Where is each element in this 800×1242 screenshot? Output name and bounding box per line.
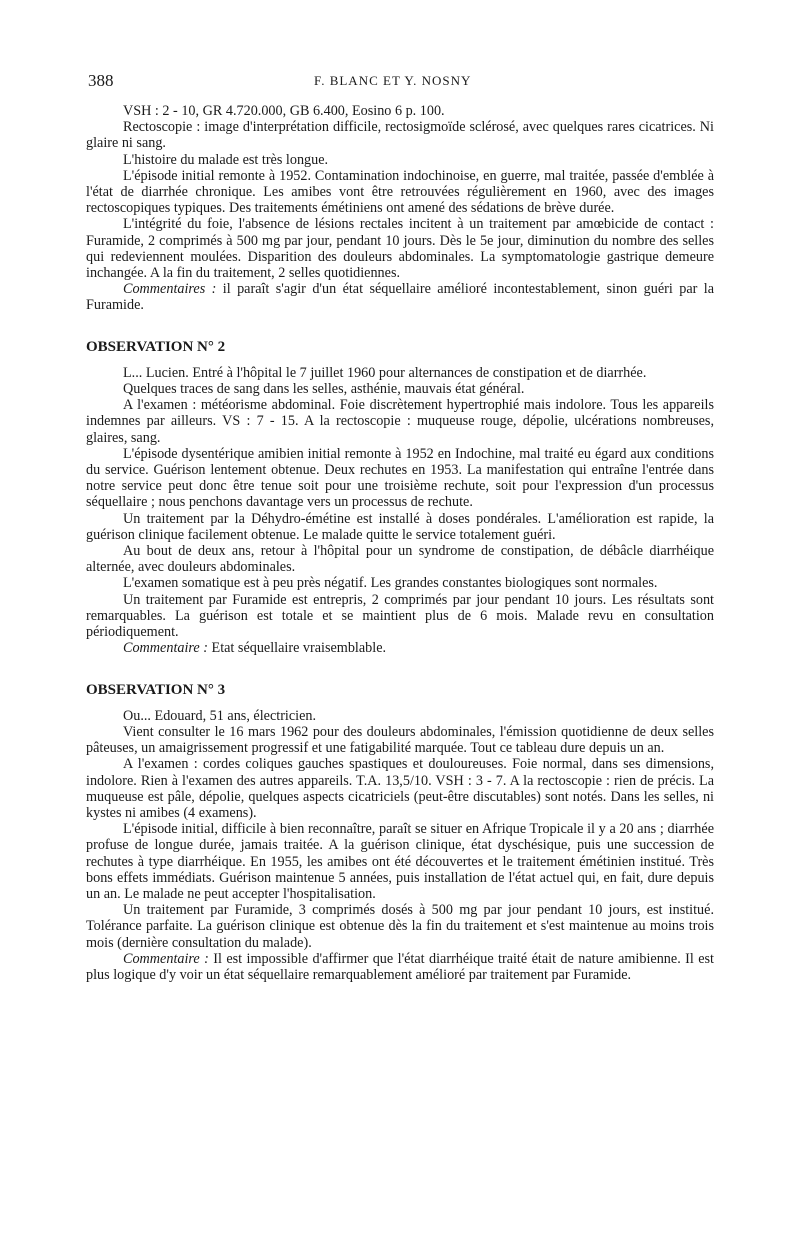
commentary-paragraph (86, 281, 714, 313)
paragraph: L'épisode initial remonte à 1952. Contamination indochinoise, en guerre, mal traitée, passée d'emblée à l'état de diarrhée chronique. Les amibes vont être retrouvées régulièrement en 1960, avec des images rectoscopiques typiques. Des traitements émétiniens ont amené des sédations de brève durée. (86, 167, 714, 217)
paragraph: L'examen somatique est à peu près négatif. Les grandes constantes biologiques sont normales. (123, 575, 658, 592)
section-observation-1-continued (86, 103, 714, 314)
commentary-label: Commentaire : (123, 950, 209, 967)
paragraph: L'histoire du malade est très longue. (123, 151, 329, 168)
paragraph: Un traitement par Furamide, 3 comprimés dosés à 500 mg par jour pendant 10 jours, est institué. Tolérance parfaite. La guérison clinique est obtenue dès la fin du traitement et s'est maintenue au moins trois mois (dernière consultation du malade). (86, 902, 714, 951)
section-heading: OBSERVATION N° 2 (86, 338, 226, 355)
paragraph: L... Lucien. Entré à l'hôpital le 7 juillet 1960 pour alternances de constipation et de diarrhée. (123, 364, 647, 381)
paragraph: Ou... Edouard, 51 ans, électricien. (123, 707, 317, 724)
paragraph: L'épisode dysentérique amibien initial remonte à 1952 en Indochine, mal traité eu égard aux conditions du service. Guérison lentement obtenue. Deux rechutes en 1953. La manifestation qui entraîne l'entrée dans notre service peut donc être tenue soit pour une troisième rechute, soit pour l'expression d'un processus séquellaire ; nous penchons davantage vers un processus de rechute. (86, 445, 714, 511)
running-head: F. BLANC ET Y. NOSNY (314, 73, 472, 88)
commentary-paragraph (86, 951, 714, 983)
commentary-text: Etat séquellaire vraisemblable. (207, 640, 387, 657)
commentary-text: il paraît s'agir d'un état séquellaire amélioré incontestablement, sinon guéri par la Furamide. (86, 281, 714, 314)
paragraph: Un traitement par Furamide est entrepris, 2 comprimés par jour pendant 10 jours. Les résultats sont remarquables. La guérison est totale et se maintient plus de 6 mois. Malade revu en consultation périodiquement. (86, 591, 714, 641)
commentary-paragraph (86, 640, 714, 656)
page-body (86, 103, 714, 983)
paragraph: L'intégrité du foie, l'absence de lésions rectales incitent à un traitement par amœbicide de contact : Furamide, 2 comprimés à 500 mg par jour, pendant 10 jours. Dès le 5e jour, diminution du nombre des selles qui redeviennent moulées. Disparition des douleurs abdominales. La symptomatologie gastrique demeure inchangée. A la fin du traitement, 2 selles quotidiennes. (86, 216, 714, 282)
commentary-text: Il est impossible d'affirmer que l'état diarrhéique traité était de nature amibienne. Il est plus logique d'y voir un état séquellaire remarquablement amélioré par traitement par Furamide. (86, 950, 715, 983)
page-number: 388 (88, 71, 114, 90)
paragraph: A l'examen : cordes coliques gauches spastiques et douloureuses. Foie normal, dans ses dimensions, indolore. Rien à l'examen des autres appareils. T.A. 13,5/10. VSH : 3 - 7. A la rectoscopie : rien de précis. La muqueuse est pâle, dépolie, quelques aspects cicatriciels (peut-être discutables) sont notés. Dans les selles, ni kystes ni amibes (4 examens). (86, 756, 714, 821)
commentary-label: Commentaires : (123, 281, 217, 298)
paragraph: Vient consulter le 16 mars 1962 pour des douleurs abdominales, l'émission quotidienne de deux selles pâteuses, un amaigrissement progressif et une fatigabilité marquée. Tout ce tableau dure depuis un an. (86, 723, 714, 757)
paragraph: Rectoscopie : image d'interprétation difficile, rectosigmoïde sclérosé, avec quelques rares cicatrices. Ni glaire ni sang. (86, 119, 714, 152)
paragraph: Quelques traces de sang dans les selles, asthénie, mauvais état général. (123, 381, 525, 398)
paragraph: Un traitement par la Déhydro-émétine est installé à doses pondérales. L'amélioration est rapide, la guérison clinique facilement obtenue. Le malade quitte le service totalement guéri. (86, 510, 714, 543)
section-observation-3 (86, 708, 714, 983)
paragraph: VSH : 2 - 10, GR 4.720.000, GB 6.400, Eosino 6 p. 100. (123, 103, 445, 119)
section-observation-2 (86, 365, 714, 657)
paragraph: A l'examen : météorisme abdominal. Foie discrètement hypertrophié mais indolore. Tous les appareils indemnes par ailleurs. VS : 7 - 15. A la rectoscopie : muqueuse rouge, dépolie, ulcérations nombreuses, glaires, sang. (86, 397, 714, 446)
paragraph: Au bout de deux ans, retour à l'hôpital pour un syndrome de constipation, de débâcle diarrhéique alternée, avec douleurs abdominales. (86, 543, 714, 576)
section-heading: OBSERVATION N° 3 (86, 681, 226, 698)
commentary-label: Commentaire : (123, 640, 208, 657)
paragraph: L'épisode initial, difficile à bien reconnaître, paraît se situer en Afrique Tropicale il y a 20 ans ; diarrhée profuse de longue durée, jamais traitée. A la guérison clinique, état dyschésique, puis une succession de rechutes à type diarrhéique. En 1955, les amibes ont été découvertes et le traitement émétinien institué. Très bons effets immédiats. Guérison maintenue 5 années, puis installation de l'état actuel qui, en fait, dure depuis un an. Le malade ne peut accepter l'hospitalisation. (86, 821, 714, 902)
page-header (88, 71, 728, 93)
